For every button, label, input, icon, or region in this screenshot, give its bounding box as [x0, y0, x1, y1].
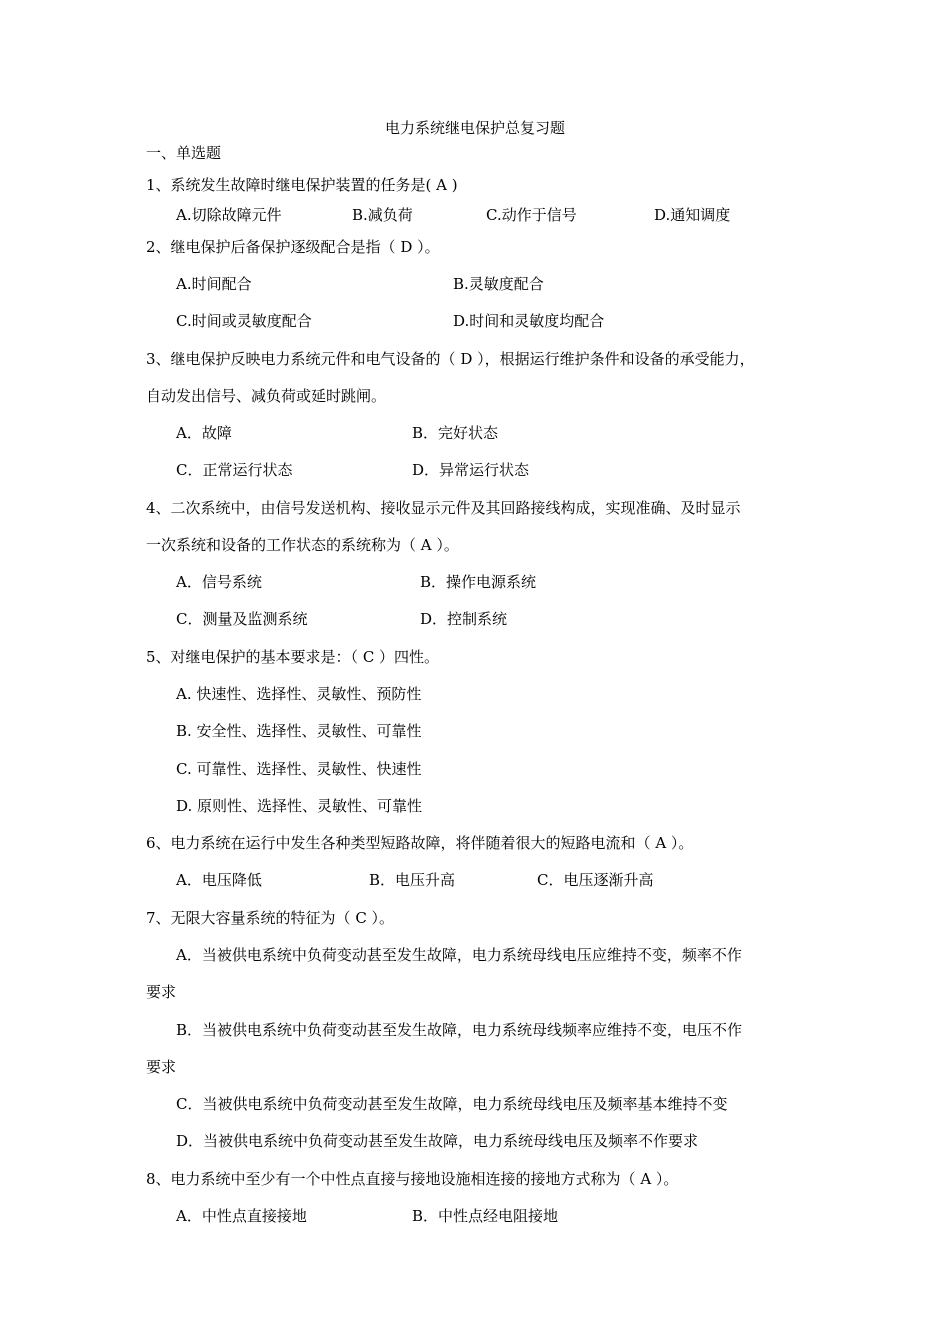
question-1-option-a: A.切除故障元件 — [176, 206, 282, 224]
question-7-option-d: D．当被供电系统中负荷变动甚至发生故障，电力系统母线电压及频率不作要求 — [176, 1132, 699, 1150]
question-5-option-b: B. 安全性、选择性、灵敏性、可靠性 — [176, 722, 422, 740]
question-1-option-c: C.动作于信号 — [486, 206, 577, 224]
question-4-stem-line-1: 4、二次系统中，由信号发送机构、接收显示元件及其回路接线构成，实现准确、及时显示 — [146, 499, 741, 517]
question-3-option-c: C．正常运行状态 — [176, 461, 293, 479]
question-6-option-c: C．电压逐渐升高 — [537, 871, 654, 889]
question-8-stem: 8、电力系统中至少有一个中性点直接与接地设施相连接的接地方式称为（ A ）。 — [146, 1170, 679, 1188]
section-heading: 一、单选题 — [146, 144, 222, 162]
question-3-option-a: A．故障 — [176, 424, 232, 442]
question-1-option-d: D.通知调度 — [654, 206, 731, 224]
question-2-option-d: D.时间和灵敏度均配合 — [453, 312, 605, 330]
question-3-option-b: B．完好状态 — [412, 424, 499, 442]
question-6-stem: 6、电力系统在运行中发生各种类型短路故障，将伴随着很大的短路电流和（ A ）。 — [146, 834, 694, 852]
question-8-option-b: B．中性点经电阻接地 — [412, 1207, 559, 1225]
question-2-stem: 2、继电保护后备保护逐级配合是指（ D ）。 — [146, 238, 440, 256]
question-4-stem-line-2: 一次系统和设备的工作状态的系统称为（ A ）。 — [146, 536, 459, 554]
question-3-option-d: D．异常运行状态 — [412, 461, 530, 479]
question-7-stem: 7、无限大容量系统的特征为（ C ）。 — [146, 909, 395, 927]
question-4-option-c: C．测量及监测系统 — [176, 610, 308, 628]
question-2-option-c: C.时间或灵敏度配合 — [176, 312, 312, 330]
question-5-stem: 5、对继电保护的基本要求是：（ C ）四性。 — [146, 648, 440, 666]
question-2-option-b: B.灵敏度配合 — [453, 275, 544, 293]
question-2-option-a: A.时间配合 — [176, 275, 252, 293]
question-4-option-d: D．控制系统 — [420, 610, 508, 628]
question-7-option-c: C．当被供电系统中负荷变动甚至发生故障，电力系统母线电压及频率基本维持不变 — [176, 1095, 728, 1113]
question-3-stem-line-1: 3、继电保护反映电力系统元件和电气设备的（ D ），根据运行维护条件和设备的承受能力， — [146, 350, 755, 368]
question-7-option-b-line-2: 要求 — [146, 1058, 177, 1076]
question-1-stem: 1、系统发生故障时继电保护装置的任务是( A ) — [146, 176, 458, 194]
question-3-stem-line-2: 自动发出信号、减负荷或延时跳闸。 — [146, 387, 387, 405]
question-7-option-a-line-1: A．当被供电系统中负荷变动甚至发生故障，电力系统母线电压应维持不变，频率不作 — [176, 946, 742, 964]
document-title: 电力系统继电保护总复习题 — [384, 119, 565, 137]
question-6-option-b: B．电压升高 — [369, 871, 456, 889]
question-5-option-a: A. 快速性、选择性、灵敏性、预防性 — [176, 685, 422, 703]
question-6-option-a: A．电压降低 — [176, 871, 262, 889]
question-7-option-b-line-1: B．当被供电系统中负荷变动甚至发生故障，电力系统母线频率应维持不变，电压不作 — [176, 1021, 743, 1039]
question-1-option-b: B.减负荷 — [352, 206, 413, 224]
question-5-option-c: C. 可靠性、选择性、灵敏性、快速性 — [176, 760, 422, 778]
question-4-option-a: A．信号系统 — [176, 573, 262, 591]
question-5-option-d: D. 原则性、选择性、灵敏性、可靠性 — [176, 797, 423, 815]
question-4-option-b: B．操作电源系统 — [420, 573, 537, 591]
question-7-option-a-line-2: 要求 — [146, 983, 177, 1001]
question-8-option-a: A．中性点直接接地 — [176, 1207, 307, 1225]
